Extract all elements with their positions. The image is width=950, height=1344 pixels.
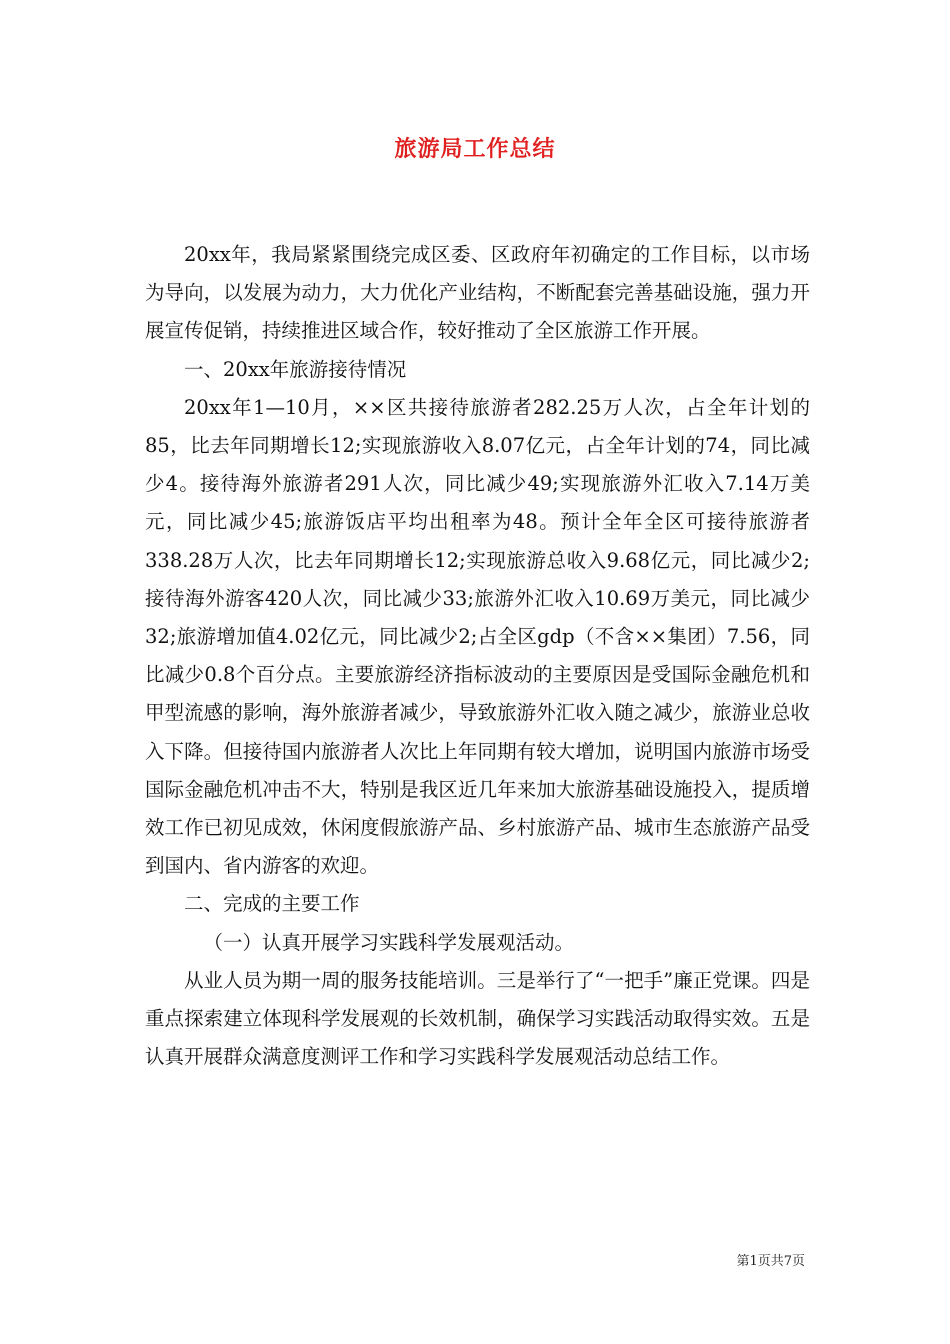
document-title: 旅游局工作总结 — [394, 137, 556, 162]
paragraph-training: 从业人员为期一周的服务技能培训。三是举行了“一把手”廉正党课。四是重点探索建立体现科学发展观的长效机制，确保学习实践活动取得实效。五是认真开展群众满意度测评工作和学习实践科学发展观活动总结工作。 — [145, 968, 810, 1069]
section-heading-1: 一、20xx年旅游接待情况 — [184, 357, 407, 381]
paragraph-reception-stats: 20xx年1—10月，××区共接待旅游者282.25万人次，占全年计划的85，比去年同期增长12;实现旅游收入8.07亿元，占全年计划的74，同比减少4。接待海外旅游者291人次，同比减少49;实现旅游外汇收入7.14万美元，同比减少45;旅游饭店平均出租率为48。预计全年全区可接待旅游者338.28万人次，比去年同期增长12;实现旅游总收入9.68亿元，同比减少2;接待海外游客420人次，同比减少33;旅游外汇收入10.69万美元，同比减少32;旅游增加值4.02亿元，同比减少2;占全区gdp（不含××集团）7.56，同比减少0.8个百分点。主要旅游经济指标波动的主要原因是受国际金融危机和甲型流感的影响，海外旅游者减少，导致旅游外汇收入随之减少，旅游业总收入下降。但接待国内旅游者人次比上年同期有较大增加，说明国内旅游市场受国际金融危机冲击不大，特别是我区近几年来加大旅游基础设施投入，提质增效工作已初见成效，休闲度假旅游产品、乡村旅游产品、城市生态旅游产品受到国内、省内游客的欢迎。 — [145, 395, 810, 878]
document-body — [145, 236, 810, 1076]
subsection-heading-1: （一）认真开展学习实践科学发展观活动。 — [203, 930, 575, 954]
paragraph-intro: 20xx年，我局紧紧围绕完成区委、区政府年初确定的工作目标，以市场为导向，以发展为动力，大力优化产业结构，不断配套完善基础设施，强力开展宣传促销，持续推进区域合作，较好推动了全区旅游工作开展。 — [145, 243, 810, 343]
section-heading-2: 二、完成的主要工作 — [184, 892, 360, 916]
page-number-footer: 第1页共7页 — [736, 1254, 805, 1269]
